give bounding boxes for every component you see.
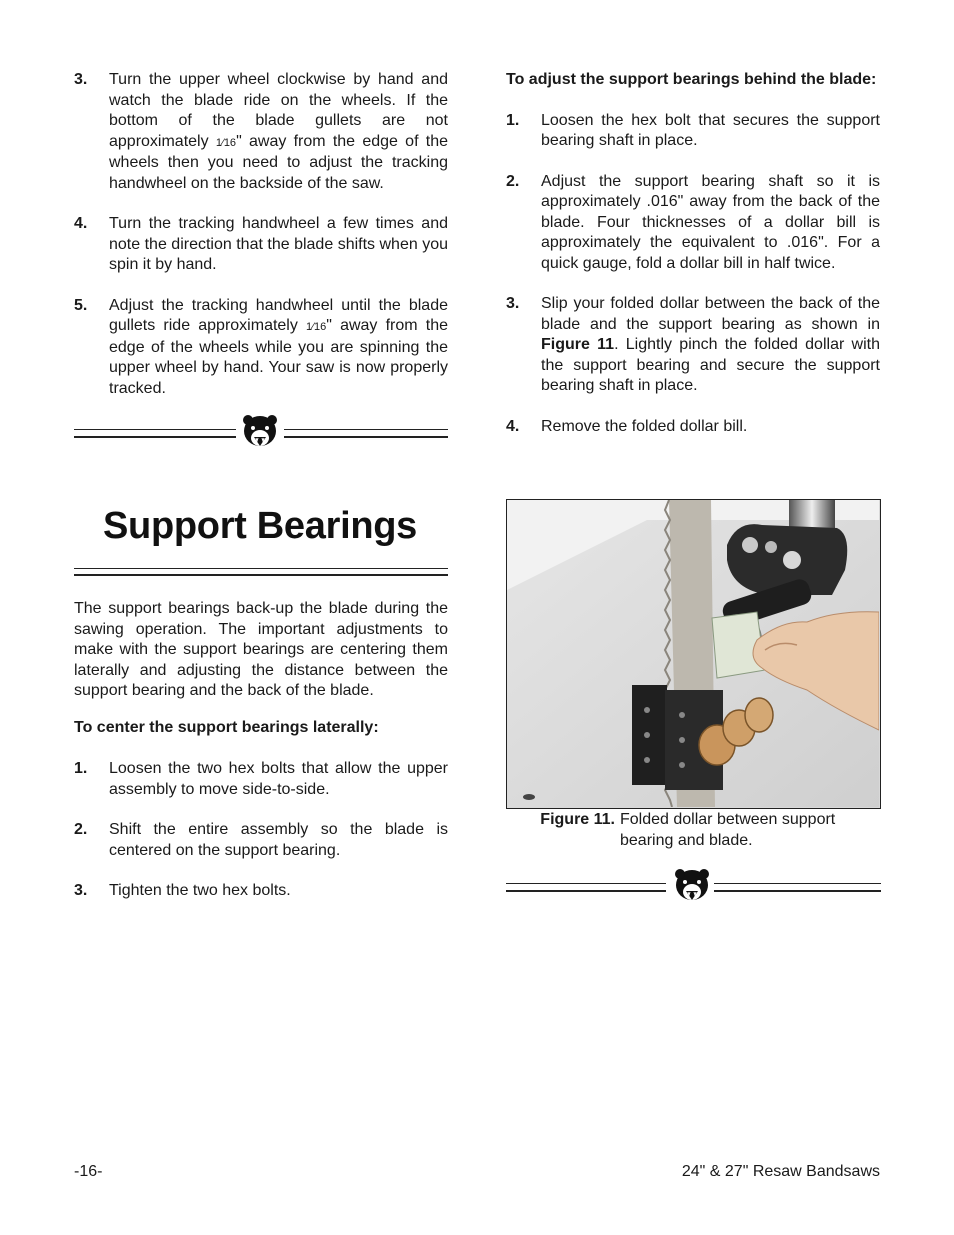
figure-caption bbox=[506, 810, 881, 851]
bear-logo-icon bbox=[672, 867, 712, 907]
intro-paragraph: The support bearings back-up the blade during the sawing operation. The important adjustments to make with the support bearings are centering them laterally and adjusting the distance between the support bearing and the back of the blade. bbox=[74, 600, 448, 699]
step-number: 3. bbox=[74, 71, 88, 88]
step-text: Remove the folded dollar bill. bbox=[541, 417, 748, 435]
lateral-step-3 bbox=[74, 881, 448, 902]
right-column bbox=[506, 70, 880, 457]
step-number: 2. bbox=[74, 821, 88, 838]
step-text bbox=[109, 70, 448, 194]
step-text-part: Turn the upper wheel clockwise by hand and watch the blade ride on the wheels. If the bottom of the blade gullets are not approximately bbox=[109, 71, 448, 150]
photo-illustration bbox=[507, 500, 879, 807]
step-5-adjust bbox=[74, 296, 448, 400]
step-text-part: . Lightly pinch the folded dollar with the support bearing and secure the support bearing shaft in place. bbox=[541, 336, 881, 394]
step-number: 3. bbox=[74, 882, 88, 899]
step-text-part: Adjust the tracking handwheel until the blade gullets ride approximately bbox=[109, 296, 448, 334]
subhead-center-laterally: To center the support bearings laterally: bbox=[74, 718, 379, 736]
step-number: 1. bbox=[506, 111, 520, 129]
fraction: 1⁄16 bbox=[215, 136, 237, 149]
fraction: 1⁄16 bbox=[306, 321, 327, 333]
lateral-step-1 bbox=[74, 759, 448, 800]
step-number: 1. bbox=[74, 760, 88, 777]
step-text: Turn the tracking handwheel a few times and note the direction that the blade shifts when you spin it by hand. bbox=[109, 215, 448, 273]
step-3-wheel bbox=[74, 70, 448, 194]
divider-rule bbox=[284, 429, 448, 438]
caption-label: Figure 11. bbox=[540, 811, 615, 828]
step-text: Loosen the two hex bolts that allow the upper assembly to move side-to-side. bbox=[109, 760, 448, 798]
page-number: -16- bbox=[74, 1163, 103, 1180]
step-text: Tighten the two hex bolts. bbox=[109, 882, 291, 899]
section-divider-right bbox=[506, 867, 881, 911]
step-text: Adjust the support bearing shaft so it is approximately .016" away from the back of the blade. Four thicknesses of a dollar bill is approximately the equivalent to .016". For a quick gauge, fold a dollar bill in half twice. bbox=[541, 172, 880, 272]
section-divider bbox=[74, 413, 448, 457]
divider-rule bbox=[714, 883, 881, 892]
title-rule bbox=[74, 568, 448, 576]
step-text-part: " away from the edge of the wheels while you are spinning the upper wheel by hand. Your saw is now properly tracked. bbox=[109, 317, 448, 397]
step-number: 3. bbox=[506, 295, 520, 312]
manual-title: 24" & 27" Resaw Bandsaws bbox=[681, 1163, 880, 1180]
step-text bbox=[109, 296, 448, 400]
step-text-part: " away from the edge of the wheels then you need to adjust the tracking handwheel on the backside of the saw. bbox=[109, 132, 449, 192]
behind-step-2 bbox=[506, 172, 880, 275]
step-number: 5. bbox=[74, 296, 88, 314]
figure-reference: Figure 11 bbox=[541, 336, 615, 353]
step-number: 2. bbox=[506, 172, 520, 190]
step-4-tracking bbox=[74, 214, 448, 276]
divider-rule bbox=[74, 429, 236, 438]
step-number: 4. bbox=[74, 215, 88, 232]
step-number: 4. bbox=[506, 417, 520, 435]
behind-step-4 bbox=[506, 417, 880, 438]
behind-step-1 bbox=[506, 111, 880, 152]
figure-11-photo bbox=[506, 499, 881, 809]
bear-logo-icon bbox=[240, 413, 280, 453]
step-text: Loosen the hex bolt that secures the support bearing shaft in place. bbox=[541, 111, 880, 149]
caption-text: Folded dollar between support bearing and blade. bbox=[620, 811, 836, 849]
step-text-part: Slip your folded dollar between the back of the blade and the support bearing as shown in bbox=[541, 295, 880, 333]
behind-step-3 bbox=[506, 294, 880, 397]
left-column bbox=[74, 70, 448, 922]
subhead-behind-blade: To adjust the support bearings behind the blade: bbox=[506, 71, 877, 88]
divider-rule bbox=[506, 883, 666, 892]
step-text bbox=[541, 294, 880, 397]
lateral-step-2 bbox=[74, 820, 448, 861]
section-title: Support Bearings bbox=[103, 505, 418, 547]
step-text: Shift the entire assembly so the blade is centered on the support bearing. bbox=[109, 821, 448, 859]
caption-row bbox=[506, 810, 881, 851]
